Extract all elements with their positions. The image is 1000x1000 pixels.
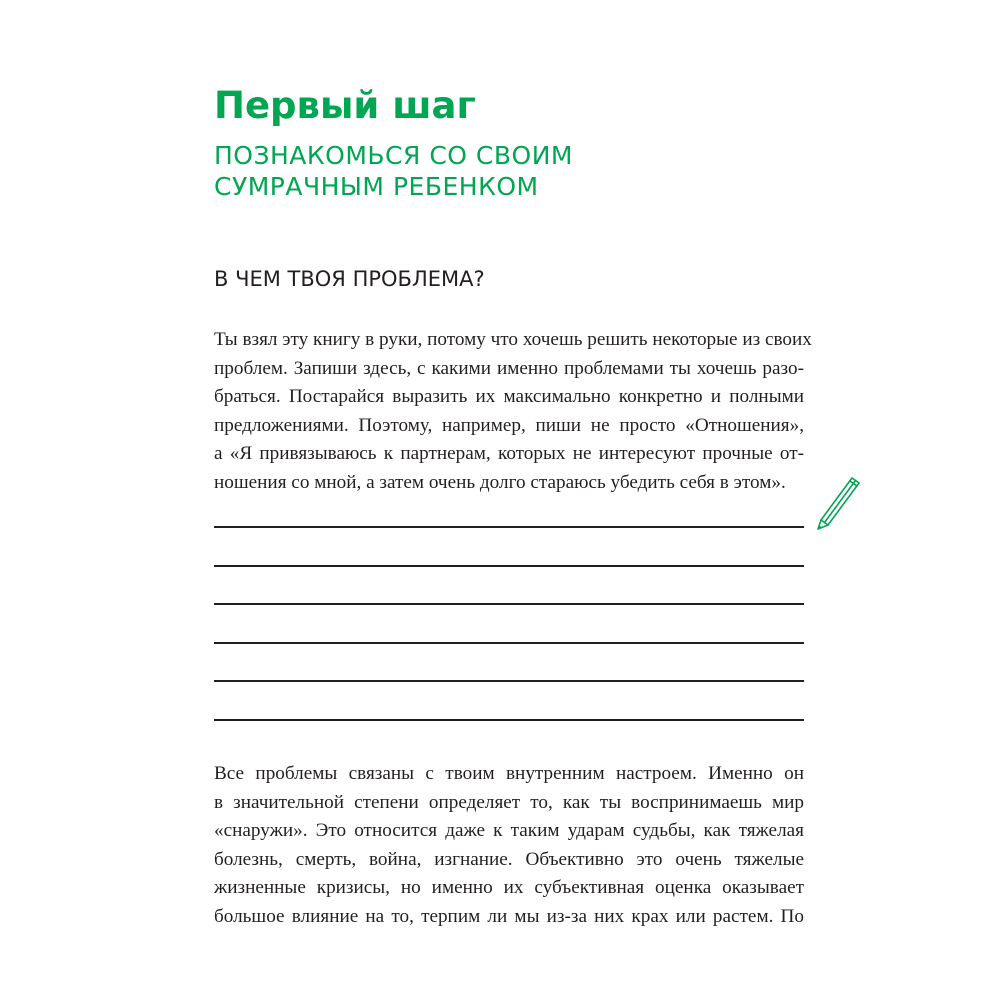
paragraph-line: а «Я привязываюсь к партнерам, которых не интересуют прочные от-	[214, 443, 804, 464]
paragraph-line: большое влияние на то, терпим ли мы из-за них крах или растем. По	[214, 905, 804, 927]
writing-lines[interactable]	[214, 526, 804, 757]
paragraph-line: жизненные кризисы, но именно их субъективная оценка оказывает	[214, 877, 804, 898]
section-heading: В ЧЕМ ТВОЯ ПРОБЛЕМА?	[214, 267, 485, 291]
intro-paragraph	[214, 326, 812, 497]
writing-line[interactable]	[214, 565, 804, 567]
paragraph-line: «снаружи». Это относится даже к таким ударам судьбы, как тяжелая	[214, 820, 804, 841]
writing-line[interactable]	[214, 719, 804, 721]
paragraph-line: болезнь, смерть, война, изгнание. Объективно это очень тяжелые	[214, 848, 804, 870]
pencil-icon	[814, 472, 864, 532]
chapter-subtitle-line: СУМРАЧНЫМ РЕБЕНКОМ	[214, 172, 539, 201]
paragraph-line: Все проблемы связаны с твоим внутренним настроем. Именно он	[214, 763, 804, 784]
paragraph-line: браться. Постарайся выразить их максимально конкретно и полными	[214, 386, 804, 407]
paragraph-line: предложениями. Поэтому, например, пиши не просто «Отношения»,	[214, 414, 804, 436]
main-paragraph	[214, 760, 804, 931]
writing-line[interactable]	[214, 603, 804, 605]
chapter-title: Первый шаг	[214, 84, 476, 127]
paragraph-line: ношения со мной, а затем очень долго стараюсь убедить себя в этом».	[214, 471, 786, 493]
chapter-subtitle-line: ПОЗНАКОМЬСЯ СО СВОИМ	[214, 141, 573, 170]
paragraph-line: в значительной степени определяет то, как ты воспринимаешь мир	[214, 791, 804, 813]
chapter-subtitle	[214, 140, 573, 202]
paragraph-line: проблем. Запиши здесь, с какими именно проблемами ты хочешь разо-	[214, 357, 804, 379]
paragraph-line: Ты взял эту книгу в руки, потому что хочешь решить некоторые из своих	[214, 329, 812, 350]
writing-line[interactable]	[214, 680, 804, 682]
writing-line[interactable]	[214, 526, 804, 528]
writing-line[interactable]	[214, 642, 804, 644]
